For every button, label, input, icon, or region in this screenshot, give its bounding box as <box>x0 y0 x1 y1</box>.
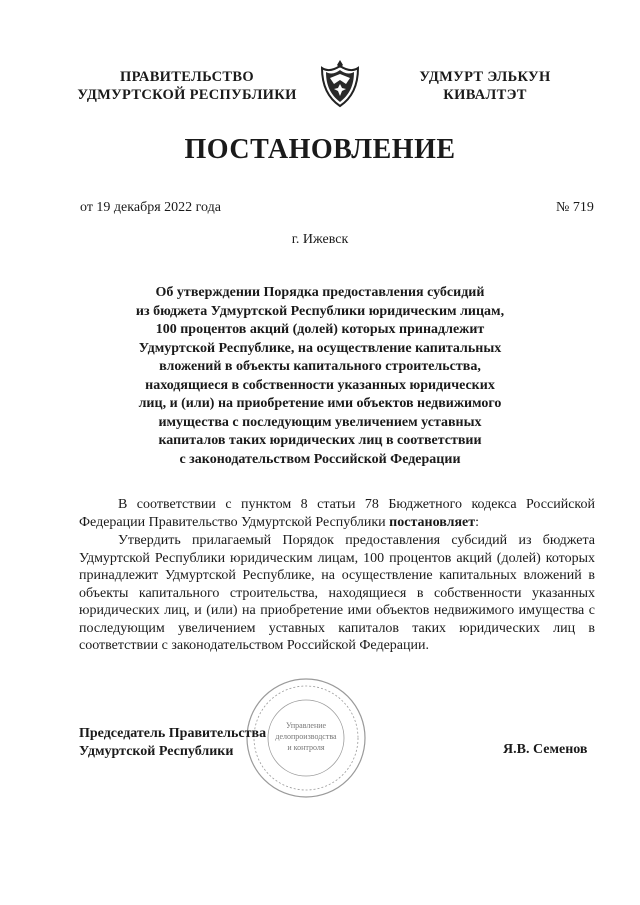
title-line: Удмуртской Республике, на осуществление капитальных <box>138 340 502 356</box>
document-city: г. Ижевск <box>291 232 349 247</box>
stamp-line2: делопроизводства <box>275 732 337 741</box>
government-name-ru-line1: ПРАВИТЕЛЬСТВО <box>120 69 254 85</box>
government-name-ru <box>62 68 312 104</box>
stamp-line3: и контроля <box>287 743 325 752</box>
document-date: от 19 декабря 2022 года <box>80 200 221 215</box>
title-line: лиц, и (или) на приобретение ими объектов недвижимого <box>138 396 502 411</box>
government-name-udm <box>395 68 575 104</box>
signatory-position-line2: Удмуртской Республики <box>79 743 234 759</box>
title-line: Об утверждении Порядка предоставления субсидий <box>155 285 485 300</box>
coat-of-arms-icon <box>316 58 364 108</box>
document-title <box>100 284 540 469</box>
title-line: имущества с последующим увеличением уставных <box>158 414 482 430</box>
title-line: находящиеся в собственности указанных юридических <box>145 377 495 393</box>
stamp-line1: Управление <box>285 721 327 730</box>
preamble-colon: : <box>475 514 480 530</box>
title-line: капиталов таких юридических лиц в соответствии <box>158 433 482 448</box>
signatory-name: Я.В. Семенов <box>503 742 588 757</box>
title-line: с законодательством Российской Федерации <box>179 451 461 467</box>
title-line: вложений в объекты капитального строительства, <box>159 359 481 374</box>
government-name-udm-line1: УДМУРТ ЭЛЬКУН <box>419 69 551 85</box>
resolves-keyword: постановляет <box>389 514 476 530</box>
document-number: № 719 <box>556 200 594 215</box>
document-type: ПОСТАНОВЛЕНИЕ <box>184 134 456 165</box>
title-line: 100 процентов акций (долей) которых принадлежит <box>155 322 485 337</box>
signatory-position <box>79 725 266 760</box>
signatory-position-line1: Председатель Правительства <box>79 726 267 741</box>
preamble-text: В соответствии с пунктом 8 статьи 78 Бюджетного кодекса Российской Федерации Правительство Удмуртской Республики <box>79 497 595 530</box>
preamble-paragraph <box>79 496 595 531</box>
resolution-paragraph: Утвердить прилагаемый Порядок предоставления субсидий из бюджета Удмуртской Республики юридическим лицам, 100 процентов акций (долей) которых принадлежит Удмуртской Республике, на осуществление капитальных вложений в объекты капитального строительства, находящиеся в собственности указанных юридических лиц, и (или) на приобретение ими объектов недвижимого имущества с последующим увеличением уставных капиталов таких юридических лиц в соответствии с законодательством Российской Федерации. <box>79 533 595 653</box>
government-name-udm-line2: КИВАЛТЭТ <box>443 87 527 103</box>
title-line: из бюджета Удмуртской Республики юридическим лицам, <box>135 303 505 319</box>
government-name-ru-line2: УДМУРТСКОЙ РЕСПУБЛИКИ <box>77 87 297 103</box>
